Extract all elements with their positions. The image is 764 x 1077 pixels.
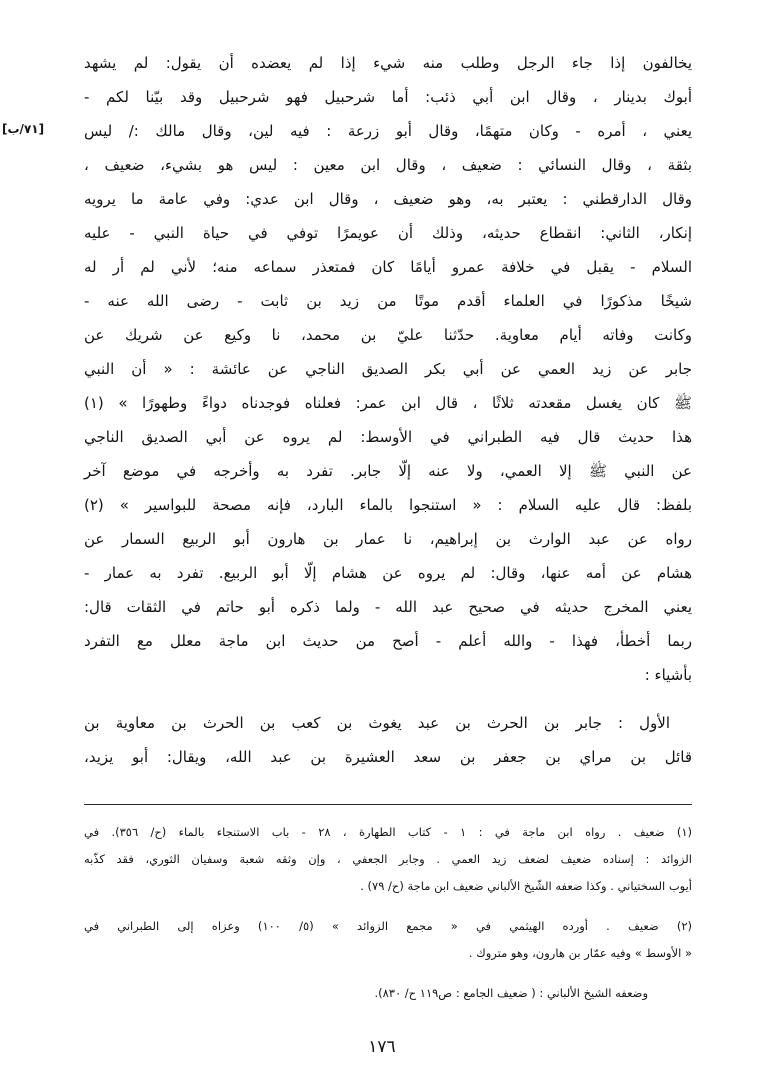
body-line: رواه عن عبد الوارث بن إبراهيم، نا عمار بن هارون أبو الربيع السمار عن bbox=[84, 530, 692, 548]
body-line: هشام عن أمه عنها، وقال: لم يروه عن هشام إلّا أبو الربيع. تفرد به عمار - bbox=[84, 564, 692, 582]
footnote-line: (٢) ضعيف . أورده الهيثمي في « مجمع الزوائد » (٥/ ١٠٠) وعزاه إلى الطبراني في bbox=[84, 919, 693, 933]
footnote-3 bbox=[84, 980, 692, 1007]
body-line: يخالفون إذا جاء الرجل وطلب منه شيء إذا لم يعضده أن يقول: لم يشهد bbox=[84, 54, 692, 72]
footnote-separator-rule bbox=[84, 804, 692, 805]
body-line: شيخًا مذكورًا في العلماء أقدم موتًا من زيد بن ثابت - رضى الله عنه - bbox=[84, 292, 692, 310]
footnote-1 bbox=[84, 819, 692, 900]
footnote-line: « الأوسط » وفيه عمّار بن هارون، وهو متروك . bbox=[468, 946, 692, 960]
body-line-with-honorific: عن النبي ﷺ إلا العمي، ولا عنه إلّا جابر. تفرد به وأخرجه في موضع آخر bbox=[84, 462, 692, 480]
body-line: وكانت وفاته أيام معاوية. حدّثنا عليّ بن محمد، نا وكيع عن شريك عن bbox=[84, 326, 692, 344]
footnote-line: الزوائد : إسناده ضعيف لضعف زيد العمي . وجابر الجعفي ، وإن وثقه شعبة وسفيان الثوري، فقد كذّبه bbox=[84, 852, 692, 866]
main-paragraph bbox=[84, 46, 692, 692]
body-line: يعني المخرج حديثه في صحيح عبد الله - ولما ذكره أبو حاتم في الثقات قال: bbox=[84, 598, 692, 616]
footnote-2 bbox=[84, 913, 692, 967]
footnote-line: (١) ضعيف . رواه ابن ماجة في : ١ - كتاب الطهارة ، ٢٨ - باب الاستنجاء بالماء (ح/ ٣٥٦). في bbox=[84, 825, 692, 839]
body-line: السلام - يقبل في خلافة عمرو أيامًا كان فمتعذر سماعه منه؛ لأني لم أر له bbox=[84, 258, 692, 276]
folio-margin-note: [٧١/ب] bbox=[2, 122, 45, 136]
text-column bbox=[84, 46, 692, 1020]
body-line-with-honorific: ﷺ كان يغسل مقعدته ثلاثًا ، قال ابن عمر: فعلناه فوجدناه دواءً وطهورًا » (١) bbox=[84, 394, 692, 412]
body-line: الأول : جابر بن الحرث بن عبد يغوث بن كعب بن الحرث بن معاوية بن bbox=[84, 714, 670, 732]
body-line: بلفظ: قال عليه السلام : « استنجوا بالماء البارد، فإنه مصحة للبواسير » (٢) bbox=[84, 496, 692, 514]
body-line: بثقة ، وقال النسائي : ضعيف ، وقال ابن معين : ليس هو بشيء، ضعيف ، bbox=[84, 156, 692, 174]
body-line: قائل بن مراي بن جعفر بن سعد العشيرة بن عبد الله، ويقال: أبو يزيد، bbox=[84, 748, 692, 766]
body-line: أبوك بدينار ، وقال ابن أبي ذئب: أما شرحبيل فهو شرحبيل وقد بيّنا لكم - bbox=[84, 88, 692, 106]
second-paragraph bbox=[84, 706, 692, 774]
body-line-paragraph-end: بأشياء : bbox=[644, 666, 692, 684]
body-line: جابر عن زيد العمي عن أبي بكر الصديق الناجي عن عائشة : « أن النبي bbox=[84, 360, 692, 378]
body-line: يعني ، أمره - وكان متهمًا، وقال أبو زرعة : فيه لين، وقال مالك :/ ليس bbox=[84, 122, 692, 140]
body-line: ربما أخطأ، فهذا - والله أعلم - أصح من حديث ابن ماجة معلل مع التفرد bbox=[84, 632, 692, 650]
page-number: ١٧٦ bbox=[368, 1037, 396, 1057]
footnotes-section bbox=[84, 819, 692, 1007]
body-line: هذا حديث قال فيه الطبراني في الأوسط: لم يروه عن أبي الصديق الناجي bbox=[84, 428, 692, 446]
body-line: وقال الدارقطني : يعتبر به، وهو ضعيف ، وقال ابن عدي: وفي عامة ما يرويه bbox=[84, 190, 692, 208]
footnote-line: أيوب السختياني . وكذا ضعفه الشّيخ الألباني ضعيف ابن ماجة (ح/ ٧٩) . bbox=[360, 879, 692, 893]
footnote-line: وضعفه الشيخ الألباني : ( ضعيف الجامع : ص١١٩ ح/ ٨٣٠). bbox=[374, 986, 648, 1000]
body-line: إنكار، الثاني: انقطاع حديثه، وذلك أن عويمرًا توفي في حياة النبي - عليه bbox=[84, 224, 692, 242]
